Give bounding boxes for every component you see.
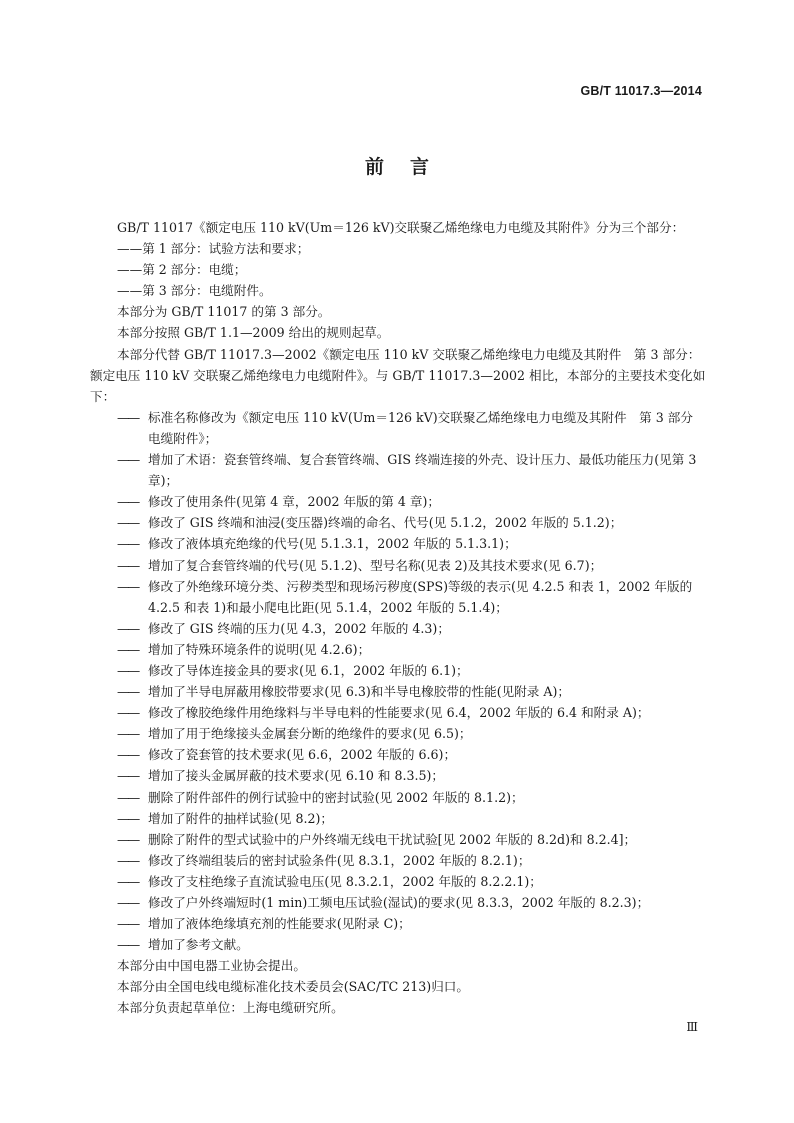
list-item-text: 修改了支柱绝缘子直流试验电压(见 8.3.2.1，2002 年版的 8.2.2.1)； bbox=[148, 873, 542, 889]
list-item bbox=[117, 449, 706, 491]
list-item-text: 增加了复合套管终端的代号(见 5.1.2)、型号名称(见表 2)及其技术要求(见 6.7)； bbox=[148, 557, 603, 573]
paragraph: 本部分按照 GB/T 1.1—2009 给出的规则起草。 bbox=[117, 325, 390, 341]
list-item-text: 删除了附件的型式试验中的户外终端无线电干扰试验[见 2002 年版的 8.2d)和 8.2.4]； bbox=[148, 831, 637, 847]
list-item bbox=[117, 639, 706, 660]
list-item bbox=[117, 829, 706, 850]
list-item bbox=[117, 892, 706, 913]
list-item bbox=[117, 871, 706, 892]
list-dash: —— bbox=[117, 873, 139, 889]
list-dash: —— bbox=[117, 409, 139, 425]
list-dash: —— bbox=[117, 768, 139, 784]
paragraph: ——第 1 部分：试验方法和要求； bbox=[117, 241, 310, 257]
standard-number: GB/T 11017.3—2014 bbox=[580, 84, 702, 98]
list-item bbox=[117, 533, 706, 554]
page-number: Ⅲ bbox=[686, 1020, 698, 1034]
list-item bbox=[117, 407, 706, 449]
list-item-text: 修改了导体连接金具的要求(见 6.1，2002 年版的 6.1)； bbox=[148, 662, 469, 678]
list-item bbox=[117, 723, 706, 744]
list-item-text: 修改了 GIS 终端的压力(见 4.3，2002 年版的 4.3)； bbox=[148, 620, 450, 636]
list-dash: —— bbox=[117, 578, 139, 594]
list-dash: —— bbox=[117, 515, 139, 531]
list-item bbox=[117, 913, 706, 934]
list-dash: —— bbox=[117, 747, 139, 763]
list-item-text: 修改了 GIS 终端和油浸(变压器)终端的命名、代号(见 5.1.2，2002 年版的 5.1.2)； bbox=[148, 515, 623, 531]
list-item bbox=[117, 787, 706, 808]
paragraph: ——第 3 部分：电缆附件。 bbox=[117, 283, 272, 299]
list-dash: —— bbox=[117, 831, 139, 847]
list-item bbox=[117, 660, 706, 681]
list-dash: —— bbox=[117, 641, 139, 657]
paragraph: 本部分为 GB/T 11017 的第 3 部分。 bbox=[117, 304, 331, 320]
list-item bbox=[117, 765, 706, 786]
list-item-text: 标准名称修改为《额定电压 110 kV(Um＝126 kV)交联聚乙烯绝缘电力电缆及其附件 第 3 部分 电缆附件》； bbox=[148, 409, 706, 446]
list-item bbox=[117, 512, 706, 533]
list-item-text: 修改了液体填充绝缘的代号(见 5.1.3.1，2002 年版的 5.1.3.1)； bbox=[148, 536, 517, 552]
list-item-text: 修改了瓷套管的技术要求(见 6.6，2002 年版的 6.6)； bbox=[148, 747, 457, 763]
list-dash: —— bbox=[117, 494, 139, 510]
list-dash: —— bbox=[117, 705, 139, 721]
paragraph: 本部分代替 GB/T 11017.3—2002《额定电压 110 kV 交联聚乙烯绝缘电力电缆及其附件 第 3 部分：额定电压 110 kV 交联聚乙烯绝缘电力电缆附件》。与 GB/T 11017.3—2002 相比，本部分的主要技术变化如下： bbox=[90, 346, 706, 404]
list-item bbox=[117, 491, 706, 512]
list-item bbox=[117, 618, 706, 639]
list-item-text: 增加了接头金属屏蔽的技术要求(见 6.10 和 8.3.5)； bbox=[148, 768, 445, 784]
list-item-text: 删除了附件部件的例行试验中的密封试验(见 2002 年版的 8.1.2)； bbox=[148, 789, 524, 805]
paragraph: 本部分负责起草单位：上海电缆研究所。 bbox=[117, 1000, 344, 1016]
foreword-body bbox=[90, 217, 706, 1019]
list-dash: —— bbox=[117, 937, 139, 953]
list-item-text: 增加了液体绝缘填充剂的性能要求(见附录 C)； bbox=[148, 916, 411, 932]
list-item bbox=[117, 555, 706, 576]
list-item-text: 修改了橡胶绝缘件用绝缘料与半导电料的性能要求(见 6.4，2002 年版的 6.4 和附录 A)； bbox=[148, 705, 650, 721]
paragraph: GB/T 11017《额定电压 110 kV(Um＝126 kV)交联聚乙烯绝缘电力电缆及其附件》分为三个部分： bbox=[117, 220, 685, 235]
list-dash: —— bbox=[117, 726, 139, 742]
list-item-text: 增加了附件的抽样试验(见 8.2)； bbox=[148, 810, 333, 826]
page-title: 前言 bbox=[364, 156, 455, 178]
list-dash: —— bbox=[117, 916, 139, 932]
list-dash: —— bbox=[117, 895, 139, 910]
list-item bbox=[117, 681, 706, 702]
list-dash: —— bbox=[117, 620, 139, 636]
list-item-text: 增加了半导电屏蔽用橡胶带要求(见 6.3)和半导电橡胶带的性能(见附录 A)； bbox=[148, 684, 571, 700]
list-dash: —— bbox=[117, 452, 139, 468]
paragraph: ——第 2 部分：电缆； bbox=[117, 262, 247, 278]
list-item-text: 增加了术语：瓷套管终端、复合套管终端、GIS 终端连接的外壳、设计压力、最低功能压力(见第 3 章)； bbox=[148, 452, 697, 489]
list-item-text: 修改了户外终端短时(1 min)工频电压试验(湿试)的要求(见 8.3.3，2002 年版的 8.2.3)； bbox=[148, 895, 650, 910]
list-item bbox=[117, 744, 706, 765]
list-item bbox=[117, 850, 706, 871]
list-dash: —— bbox=[117, 789, 139, 805]
list-item-text: 增加了用于绝缘接头金属套分断的绝缘件的要求(见 6.5)； bbox=[148, 726, 472, 742]
list-dash: —— bbox=[117, 557, 139, 573]
list-item bbox=[117, 808, 706, 829]
list-item bbox=[117, 702, 706, 723]
paragraph: 本部分由全国电线电缆标准化技术委员会(SAC/TC 213)归口。 bbox=[117, 979, 469, 995]
list-item-text: 修改了终端组装后的密封试验条件(见 8.3.1，2002 年版的 8.2.1)； bbox=[148, 852, 531, 868]
list-item bbox=[117, 934, 706, 955]
list-dash: —— bbox=[117, 810, 139, 826]
list-item bbox=[117, 576, 706, 618]
list-item-text: 增加了参考文献。 bbox=[148, 937, 249, 953]
list-item-text: 修改了使用条件(见第 4 章，2002 年版的第 4 章)； bbox=[148, 494, 441, 510]
list-item-text: 增加了特殊环境条件的说明(见 4.2.6)； bbox=[148, 641, 371, 657]
list-item-text: 修改了外绝缘环境分类、污秽类型和现场污秽度(SPS)等级的表示(见 4.2.5 和表 1，2002 年版的 4.2.5 和表 1)和最小爬电比距(见 5.1.4，2002 年版的 5.1.4)； bbox=[148, 578, 693, 615]
list-dash: —— bbox=[117, 662, 139, 678]
list-dash: —— bbox=[117, 536, 139, 552]
changes-list bbox=[90, 407, 706, 955]
list-dash: —— bbox=[117, 852, 139, 868]
paragraph: 本部分由中国电器工业协会提出。 bbox=[117, 958, 306, 974]
list-dash: —— bbox=[117, 684, 139, 700]
